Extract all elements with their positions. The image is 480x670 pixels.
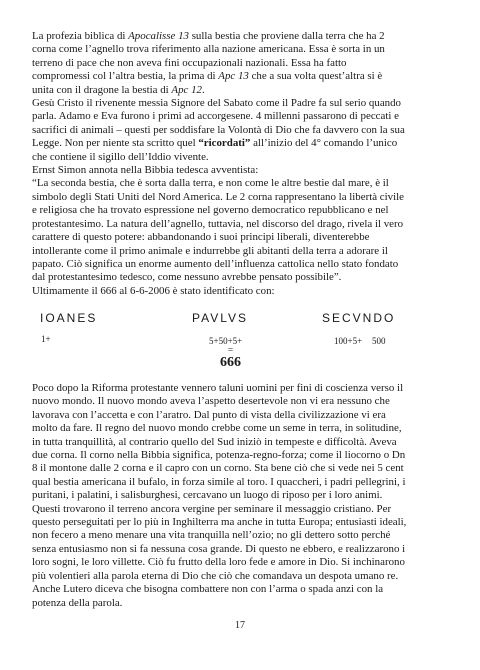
text-line: [32, 258, 448, 271]
text-line: [32, 137, 448, 150]
text-run: Ultimamente il 666 al 6-6-2006 è stato identificato con:: [32, 284, 275, 297]
text-run: loro sogni, le loro villette. Ciò fu frutto della loro fede e amore in Dio. Si inchinarono: [32, 556, 405, 569]
text-line: [32, 570, 448, 583]
text-line: [32, 124, 448, 137]
text-run: in tutta tranquillità, al contrario quello del Sud iniziò in tempeste e difficoltà. Aveva: [32, 435, 397, 448]
text-run: due corna. Il corno nella Bibbia significa, potenza-regno-forza; come il liocorno o Dn: [32, 449, 406, 462]
name-ioanes: IOANES: [40, 311, 98, 325]
text-run: carattere di questo potere: abbandonando i suoi principi liberali, diventerebbe: [32, 231, 370, 244]
italic-text: Apc 12: [171, 83, 202, 96]
text-line: [32, 516, 448, 529]
italic-text: Apocalisse 13: [128, 30, 189, 42]
value-ioanes: 1+: [41, 334, 51, 344]
text-line: [32, 409, 448, 422]
value-secundo-b: 500: [372, 336, 386, 346]
text-run: 8 il montone dalle 2 corna e il capro con un corno. Sta bene ciò che si vede nei 5 cent: [32, 462, 404, 475]
text-run: terreno di pace che non aveva fini occupazionali nazionali. Essa ha fatto: [32, 56, 347, 69]
text-run: all’inizio del 4° comando l’unico: [250, 137, 398, 150]
text-run: più volentieri alla parola eterna di Dio che ciò che comandava un despota umano re.: [32, 569, 399, 582]
text-run: papato. Ciò significa un enorme aumento dell’influenza cattolica nello stato fondato: [32, 257, 399, 270]
text-run: Questi trovarono il terreno ancora vergine per seminare il messaggio cristiano. Per: [32, 502, 392, 515]
text-line: [32, 204, 448, 217]
paragraph-bottom: [32, 382, 448, 610]
text-line: [32, 97, 448, 110]
text-run: Anche Lutero diceva che bisogna combattere non con l’arma o spada anzi con la: [32, 583, 384, 596]
text-line: [32, 110, 448, 123]
text-run: Legge. Non per niente sta scritto quel: [32, 137, 199, 150]
text-line: [32, 218, 448, 231]
value-secundo-a: 100+5+: [334, 336, 363, 346]
text-run: unita con il dragone la bestia di: [32, 83, 172, 96]
text-run: Poco dopo la Riforma protestante vennero taluni uomini per fini di coscienza verso il: [32, 382, 404, 394]
bold-text: “ricordati”: [198, 137, 251, 150]
text-run: sacrifici di animali – questi per soddisfare la Volontà di Dio che fa davvero con la sua: [32, 123, 405, 136]
text-line: [32, 271, 448, 284]
equals-sign: =: [228, 345, 234, 355]
text-run: questo perseguitati per lo più in Inghilterra ma anche in tutta Europa; entusiasti ideali,: [32, 516, 407, 529]
text-run: Ernst Simon annota nella Bibbia tedesca avventista:: [32, 164, 259, 177]
text-line: [32, 476, 448, 489]
text-line: [32, 395, 448, 408]
text-line: [32, 462, 448, 475]
italic-text: Apc 13: [218, 70, 249, 83]
text-run: .: [201, 83, 205, 96]
text-run: simbolo degli Stati Uniti del Nord America. Le 2 corna rappresentano la libertà civile: [32, 190, 404, 203]
text-line: [32, 422, 448, 435]
text-run: intollerante come il primo animale e indurrebbe gli abitanti della terra a adorare il: [32, 244, 388, 257]
text-run: sulla bestia che proviene dalla terra che ha 2: [188, 30, 385, 42]
text-line: [32, 177, 448, 190]
text-line: [32, 164, 448, 177]
text-run: e religiosa che ha trovato espressione nel governo democratico repubblicano e nel: [32, 204, 389, 217]
name-paulus: PAVLVS: [192, 311, 249, 325]
text-line: [32, 231, 448, 244]
text-line: [32, 84, 448, 97]
text-run: protestantesimo. La natura dell’agnello, tuttavia, nel discorso del drago, rivela il vero: [32, 217, 404, 230]
value-paulus: 5+50+5+: [209, 336, 243, 346]
text-run: che a sua volta quest’altra si è: [248, 70, 383, 83]
text-line: [32, 285, 448, 298]
text-run: La profezia biblica di: [32, 30, 129, 42]
text-line: [32, 583, 448, 596]
text-run: puritani, i palatini, i salisburghesi, cercavano un luogo di riposo per i loro animi.: [32, 489, 383, 502]
text-line: [32, 556, 448, 569]
text-run: dal protestantesimo tedesco, come nessuno avrebbe pensato possibile”.: [32, 271, 342, 284]
text-line: [32, 436, 448, 449]
text-run: “La seconda bestia, che è sorta dalla terra, e non come le altre bestie dal mare, è il: [32, 177, 389, 190]
text-run: che contiene il sigillo dell’Iddio vivente.: [32, 150, 209, 163]
text-run: compromessi col l’altra bestia, la prima di: [32, 70, 219, 83]
text-line: [32, 151, 448, 164]
text-run: non fecero a meno menare una vita tranquilla nell’ozio; no gli dettero sotto perché: [32, 529, 391, 542]
text-run: qual bestia americana il bufalo, in forza simile al toro. I quaccheri, i padri pellegrini, i: [32, 475, 406, 488]
text-line: [32, 191, 448, 204]
text-line: [32, 529, 448, 542]
text-line: [32, 43, 448, 56]
text-run: potenza della parola.: [32, 596, 123, 609]
text-run: parla. Adamo e Eva furono i primi ad accorgesene. 4 millenni passarono di peccati e: [32, 110, 399, 123]
text-run: corna come l’agnello trova riferimento alla nazione americana. Essa è sorta in un: [32, 43, 385, 56]
text-run: nuovo mondo. Il nuovo mondo aveva l’aspetto desertevole non vi era nessuno che: [32, 395, 390, 408]
text-line: [32, 70, 448, 83]
text-line: [32, 30, 448, 43]
name-secundo: SECVNDO: [322, 311, 396, 325]
text-run: molto da fare. Il regno del nuovo mondo crebbe come un seme in terra, in solitudine,: [32, 422, 402, 435]
text-run: lavorava con l’accetta e con l’aratro. Dal punto di vista della civilizzazione vi era: [32, 408, 386, 421]
text-line: [32, 57, 448, 70]
text-run: Gesù Cristo il rivenente messia Signore del Sabato come il Padre fa sul serio quando: [32, 97, 401, 110]
text-line: [32, 382, 448, 395]
paragraph-top: [32, 30, 448, 298]
text-line: [32, 597, 448, 610]
text-line: [32, 543, 448, 556]
total-666: 666: [220, 355, 241, 370]
text-run: senza entusiasmo non si fa nessuna cosa grande. Di questo ne ebbero, e realizzarono i: [32, 542, 406, 555]
text-line: [32, 489, 448, 502]
text-line: [32, 449, 448, 462]
text-line: [32, 503, 448, 516]
text-line: [32, 245, 448, 258]
page-number: 17: [235, 620, 245, 631]
